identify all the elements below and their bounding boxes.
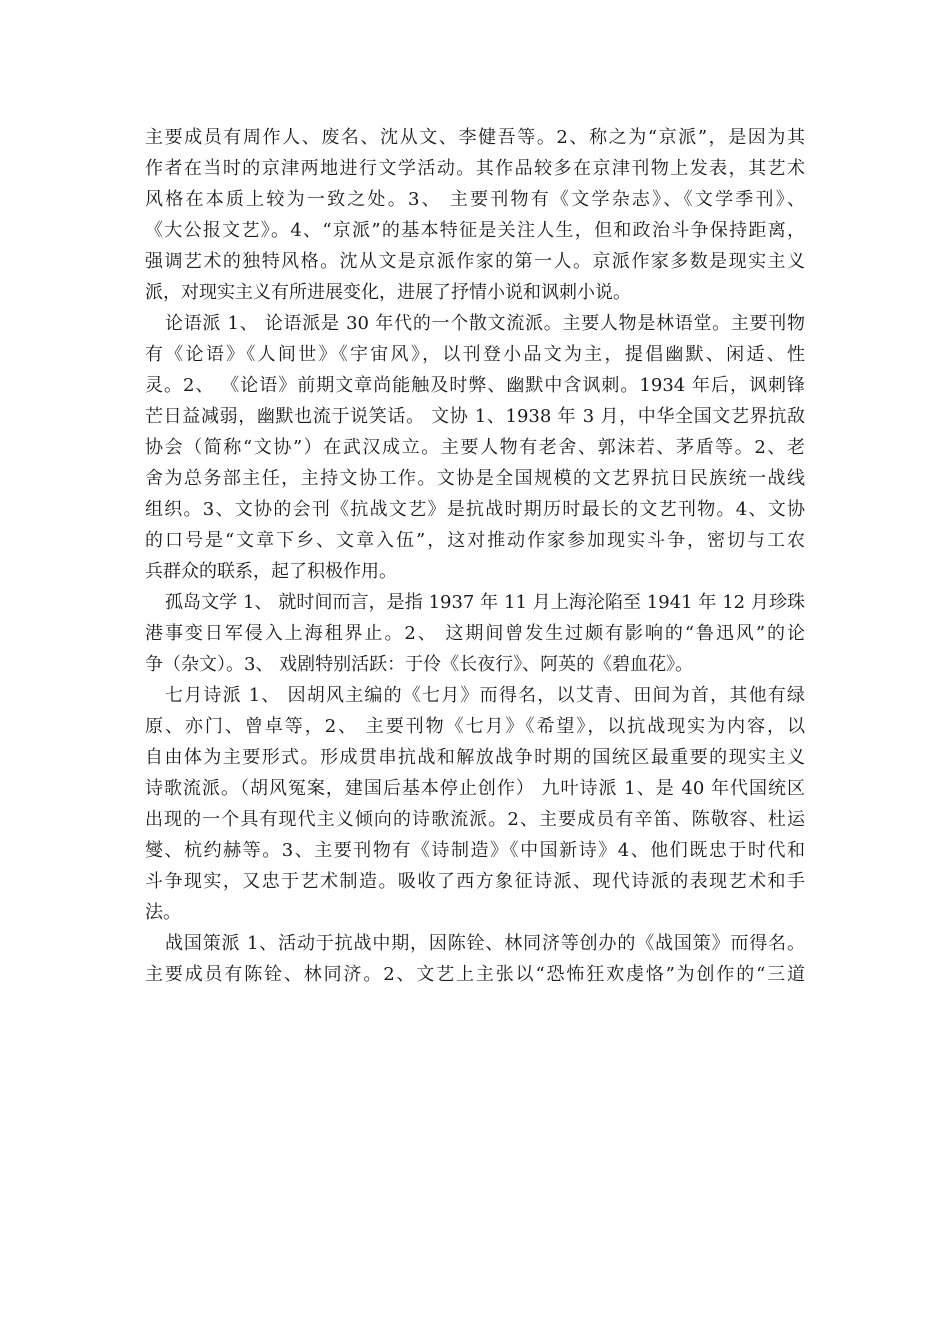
text-line: 《大公报文艺》。4、“京派”的基本特征是关注人生，但和政治斗争保持距离， [145,220,805,241]
text-line: 战国策派 1、活动于抗战中期，因陈铨、林同济等创办的《战国策》而得名。 [165,933,805,954]
text-line: 七月诗派 1、 因胡风主编的《七月》而得名，以艾青、田间为首，其他有绿 [165,685,805,706]
text-line: 争（杂文）。3、 戏剧特别活跃：于伶《长夜行》、阿英的《碧血花》。 [145,654,694,675]
text-line: 舍为总务部主任，主持文协工作。文协是全国规模的文艺界抗日民族统一战线 [145,468,805,489]
text-line: 原、亦门、曾卓等，2、 主要刊物《七月》《希望》，以抗战现实为内容，以 [145,716,805,737]
text-line: 灵。2、 《论语》前期文章尚能触及时弊、幽默中含讽刺。1934 年后，讽刺锋 [145,375,805,396]
text-line: 孤岛文学 1、 就时间而言，是指 1937 年 11 月上海沦陷至 1941 年 12 月珍珠 [165,592,805,613]
text-line: 作者在当时的京津两地进行文学活动。其作品较多在京津刊物上发表，其艺术 [145,158,805,179]
text-line: 出现的一个具有现代主义倾向的诗歌流派。2、主要成员有辛笛、陈敬容、杜运 [145,809,805,830]
text-line: 芒日益减弱，幽默也流于说笑话。 文协 1、1938 年 3 月，中华全国文艺界抗敌 [145,406,805,427]
text-line: 兵群众的联系，起了积极作用。 [145,561,397,582]
text-line: 法。 [145,902,181,923]
text-line: 组织。3、文协的会刊《抗战文艺》是抗战时期历时最长的文艺刊物。4、文协 [145,499,805,520]
text-line: 强调艺术的独特风格。沈从文是京派作家的第一人。京派作家多数是现实主义 [145,251,805,272]
text-line: 派，对现实主义有所进展变化，进展了抒情小说和讽刺小说。 [145,282,631,303]
text-line: 论语派 1、 论语派是 30 年代的一个散文流派。主要人物是林语堂。主要刊物 [165,313,805,334]
text-line: 有《论语》《人间世》《宇宙风》，以刊登小品文为主，提倡幽默、闲适、性 [145,344,805,365]
text-line: 主要成员有陈铨、林同济。2、文艺上主张以“恐怖狂欢虔恪”为创作的“三道 [145,964,805,985]
text-line: 协会（简称“文协”）在武汉成立。主要人物有老舍、郭沫若、茅盾等。2、老 [145,437,805,458]
text-line: 风格在本质上较为一致之处。3、 主要刊物有《文学杂志》、《文学季刊》、 [145,189,805,210]
text-line: 的口号是“文章下乡、文章入伍”，这对推动作家参加现实斗争，密切与工农 [145,530,805,551]
text-line: 燮、杭约赫等。3、主要刊物有《诗制造》《中国新诗》4、他们既忠于时代和 [145,840,805,861]
text-line: 港事变日军侵入上海租界止。2、 这期间曾发生过颇有影响的“鲁迅风”的论 [145,623,805,644]
document-body [145,122,805,990]
text-line: 斗争现实，又忠于艺术制造。吸收了西方象征诗派、现代诗派的表现艺术和手 [145,871,805,892]
text-line: 诗歌流派。（胡风冤案，建国后基本停止创作） 九叶诗派 1、是 40 年代国统区 [145,778,805,799]
text-line: 主要成员有周作人、废名、沈从文、李健吾等。2、称之为“京派”，是因为其 [145,127,805,148]
text-line: 自由体为主要形式。形成贯串抗战和解放战争时期的国统区最重要的现实主义 [145,747,805,768]
